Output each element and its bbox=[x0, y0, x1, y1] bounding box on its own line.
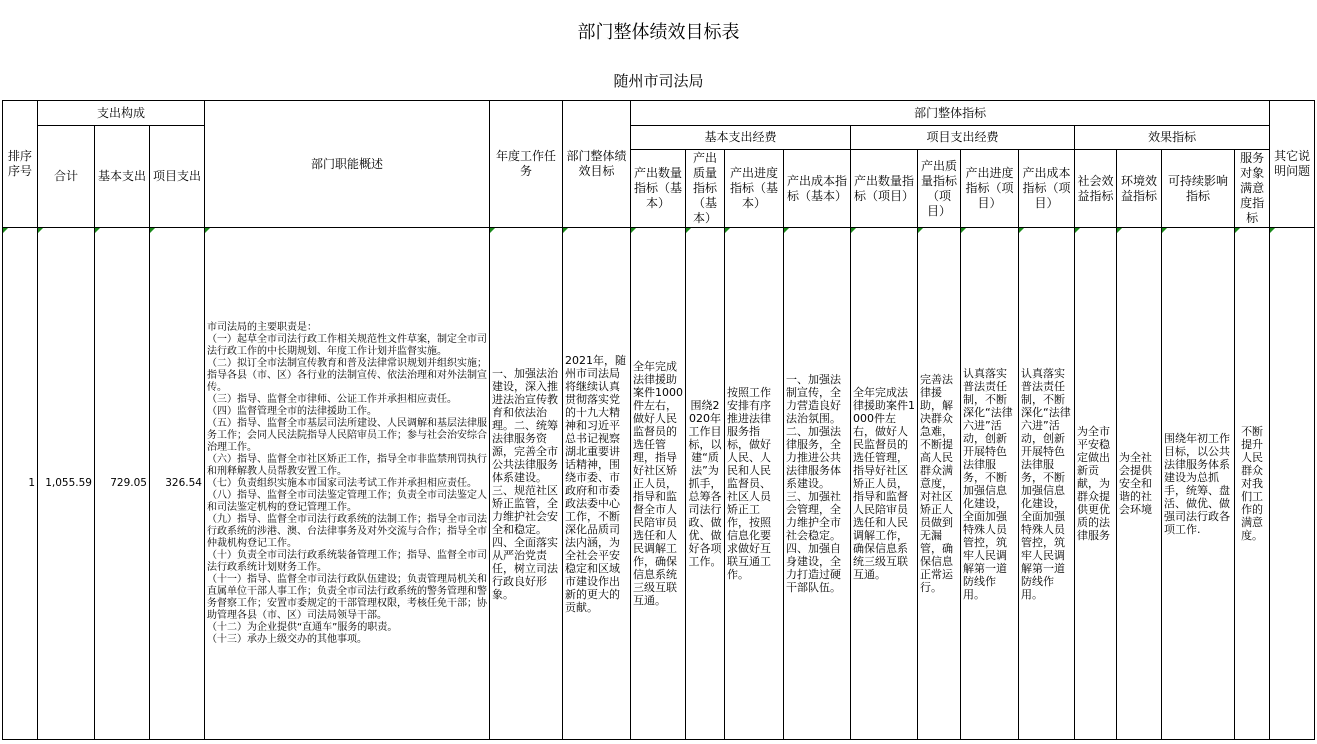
col-header: 产出成本指标（项目） bbox=[1019, 150, 1075, 228]
environment-cell[interactable]: 为全社会提供安全和谐的社会环境 bbox=[1117, 228, 1162, 740]
expense-header: 支出构成 bbox=[38, 101, 205, 126]
out-quality-basic-cell[interactable]: 围绕2020年工作目标，以建“质法”为抓手，总筹各司法行政、做优、做好各项工作。 bbox=[686, 228, 725, 740]
project-cell[interactable]: 326.54 bbox=[150, 228, 205, 740]
duty-line: （十一）指导、监督全市司法行政队伍建设；负责管理局机关和直属单位干部人事工作；负责全市司法行政系统的警务管理和警务督察工作；安置市委规定的干部管理权限，考核任免干部；协助管理各县（市、区）司法局领导干部。 bbox=[207, 573, 487, 621]
basic-header: 基本支出 bbox=[95, 126, 150, 228]
col-header: 服务对象满意度指标 bbox=[1235, 150, 1270, 228]
col-header: 社会效益指标 bbox=[1075, 150, 1117, 228]
duty-line: （十）负责全市司法行政系统装备管理工作；指导、监督全市司法行政系统计划财务工作。 bbox=[207, 549, 487, 573]
col-header: 可持续影响指标 bbox=[1162, 150, 1235, 228]
duty-line: （五）指导、监督全市基层司法所建设、人民调解和基层法律服务工作；会同人民法院指导人民陪审员工作；参与社会治安综合治理工作。 bbox=[207, 417, 487, 453]
out-progress-basic-cell[interactable]: 按照工作安排有序推进法律服务指标，做好人民、人民和人民监督员、社区人员矫正工作，按照信息化要求做好互联互通工作。 bbox=[725, 228, 784, 740]
out-quality-project-cell[interactable]: 完善法律援助，解决群众急难，不断提高人民群众满意度，对社区矫正人员做到无漏管，确保信息正常运行。 bbox=[918, 228, 961, 740]
col-header: 产出进度指标（基本） bbox=[725, 150, 784, 228]
page-title: 部门整体绩效目标表 bbox=[577, 22, 740, 43]
duty-line: （一）起草全市司法行政工作相关规范性文件草案，制定全市司法行政工作的中长期规划、年度工作计划并监督实施。 bbox=[207, 333, 487, 357]
out-cost-basic-cell[interactable]: 一、加强法制宣传，全力营造良好法治氛围。二、加强法律服务，全力推进公共法律服务体系建设。三、加强社会管理，全力维护全市社会稳定。四、加强自身建设，全力打造过硬干部队伍。 bbox=[784, 228, 851, 740]
satisfaction-cell[interactable]: 不断提升人民群众对我们工作的满意度。 bbox=[1235, 228, 1270, 740]
duties-cell[interactable] bbox=[205, 228, 490, 740]
basic-group-header: 基本支出经费 bbox=[631, 126, 851, 150]
col-header: 产出质量指标（项目） bbox=[918, 150, 961, 228]
effect-group-header: 效果指标 bbox=[1075, 126, 1270, 150]
duty-line: （十三）承办上级交办的其他事项。 bbox=[207, 633, 367, 645]
col-header: 环境效益指标 bbox=[1117, 150, 1162, 228]
duty-line: （四）监督管理全市的法律援助工作。 bbox=[207, 405, 377, 417]
col-header: 产出质量指标（基本） bbox=[686, 150, 725, 228]
duty-line: （二）拟订全市法制宣传教育和普及法律常识规划并组织实施；指导各县（市、区）各行业的法制宣传、依法治理和对外法制宣传。 bbox=[207, 357, 487, 393]
duty-line: （六）指导、监督全市社区矫正工作，指导全市非监禁刑罚执行和刑释解教人员帮教安置工作。 bbox=[207, 453, 487, 477]
duty-line: （八）指导、监督全市司法鉴定管理工作；负责全市司法鉴定人和司法鉴定机构的登记管理工作。 bbox=[207, 489, 487, 513]
total-header: 合计 bbox=[38, 126, 95, 228]
sustain-cell[interactable]: 围绕年初工作目标，以公共法律服务体系建设为总抓手，统筹、盘活、做优、做强司法行政各项工作. bbox=[1162, 228, 1235, 740]
others-cell[interactable] bbox=[1270, 228, 1315, 740]
col-header: 产出数量指标（项目） bbox=[851, 150, 918, 228]
overall-goal-cell[interactable]: 2021年，随州市司法局将继续认真贯彻落实党的十九大精神和习近平总书记视察湖北重要讲话精神，围绕市委、市政府和市委政法委中心工作，不断深化品质司法内涵，为全社会平安稳定和区域市建设作出新的更大的贡献。 bbox=[563, 228, 631, 740]
total-cell[interactable]: 1,055.59 bbox=[38, 228, 95, 740]
duty-line: （九）指导、监督全市司法行政系统的法制工作；指导全市司法行政系统的涉港、澳、台法律事务及对外交流与合作；指导全市仲裁机构登记工作。 bbox=[207, 513, 487, 549]
indicators-header: 部门整体指标 bbox=[631, 101, 1270, 126]
out-cost-project-cell[interactable]: 认真落实普法责任制，不断深化“法律六进”活动，创新开展特色法律服务，不断加强信息化建设，全面加强特殊人员管控，筑牢人民调解第一道防线作用。 bbox=[1019, 228, 1075, 740]
social-cell[interactable]: 为全市平安稳定做出新贡献，为群众提供更优质的法律服务 bbox=[1075, 228, 1117, 740]
col-header: 产出数量指标（基本） bbox=[631, 150, 686, 228]
performance-table bbox=[2, 100, 1315, 740]
col-header: 产出成本指标（基本） bbox=[784, 150, 851, 228]
others-header: 其它说明问题 bbox=[1270, 101, 1315, 228]
seq-cell[interactable]: 1 bbox=[3, 228, 38, 740]
org-name: 随州市司法局 bbox=[613, 72, 704, 90]
out-progress-project-cell[interactable]: 认真落实普法责任制，不断深化“法律六进”活动，创新开展特色法律服务，不断加强信息化建设，全面加强特殊人员管控，筑牢人民调解第一道防线作用。 bbox=[961, 228, 1019, 740]
out-qty-project-cell[interactable]: 全年完成法律援助案件1000件左右，做好人民监督员的选任管理，指导好社区矫正人员，指导和监督人民陪审员选任和人民调解工作，确保信息系统三级互联互通。 bbox=[851, 228, 918, 740]
annual-tasks-cell[interactable]: 一、加强法治建设，深入推进法治宣传教育和依法治理。二、统筹法律服务资源，完善全市公共法律服务体系建设。三、规范社区矫正监管，全力维护社会安全和稳定。四、全面落实从严治党责任，树立司法行政良好形象。 bbox=[490, 228, 563, 740]
table-row bbox=[3, 228, 1315, 740]
duty-line: 市司法局的主要职责是： bbox=[207, 321, 317, 333]
duty-line: （七）负责组织实施本市国家司法考试工作并承担相应责任。 bbox=[207, 477, 477, 489]
out-qty-basic-cell[interactable]: 全年完成法律援助案件1000件左右，做好人民监督员的选任管理，指导好社区矫正人员，指导和监督全市人民陪审员选任和人民调解工作，确保信息系统三级互联互通。 bbox=[631, 228, 686, 740]
duty-line: （十二）为企业提供“直通车”服务的职责。 bbox=[207, 621, 398, 633]
annual-tasks-header: 年度工作任务 bbox=[490, 101, 563, 228]
seq-header: 排序序号 bbox=[3, 101, 38, 228]
basic-cell[interactable]: 729.05 bbox=[95, 228, 150, 740]
project-group-header: 项目支出经费 bbox=[851, 126, 1075, 150]
col-header: 产出进度指标（项目） bbox=[961, 150, 1019, 228]
duty-line: （三）指导、监督全市律师、公证工作并承担相应责任。 bbox=[207, 393, 457, 405]
project-header: 项目支出 bbox=[150, 126, 205, 228]
duties-header: 部门职能概述 bbox=[205, 101, 490, 228]
overall-goal-header: 部门整体绩效目标 bbox=[563, 101, 631, 228]
